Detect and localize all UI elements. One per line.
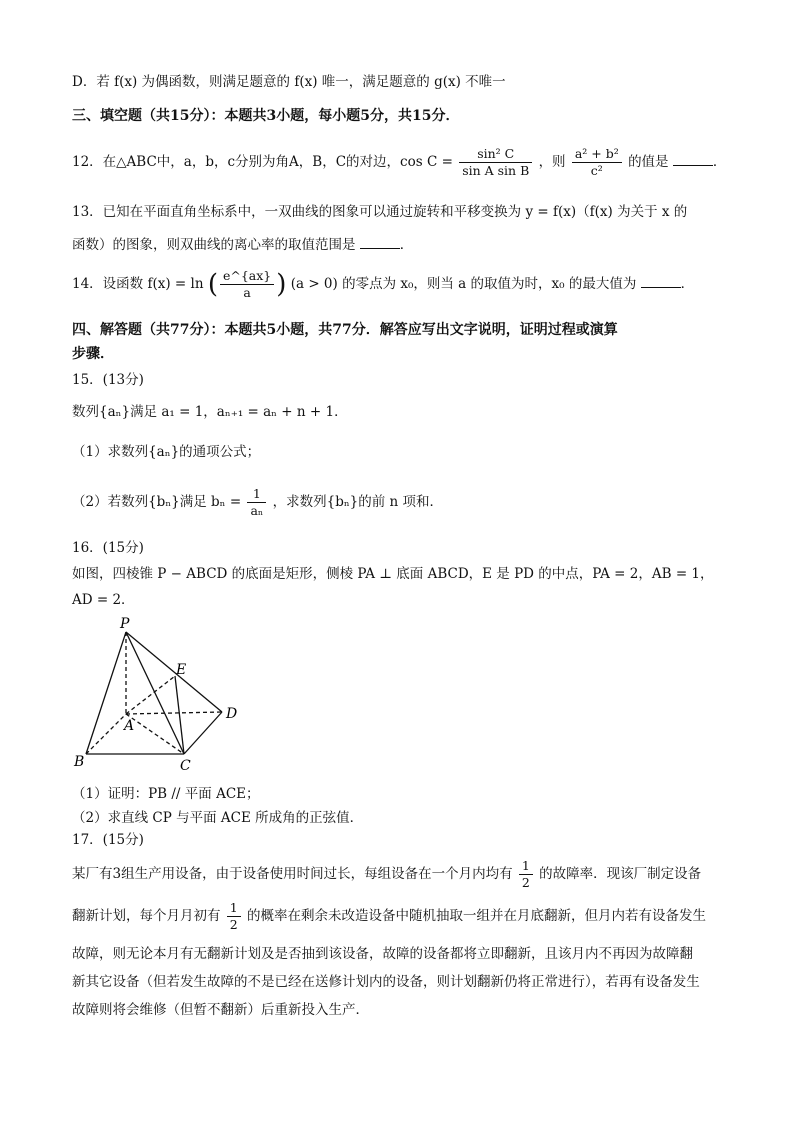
question-13-line-2: 函数）的图象，则双曲线的离心率的取值范围是 ． — [72, 234, 413, 255]
question-17-heading: 17．(15分) — [72, 832, 144, 848]
edge-cd — [184, 712, 222, 754]
pyramid-figure — [72, 614, 272, 774]
segment-ae — [126, 676, 175, 714]
edge-pc — [126, 632, 187, 754]
question-17-line-3: 故障，则无论本月有无翻新计划及是否抽到该设备，故障的设备都将立即翻新，且该月内不再因为故障翻 — [72, 946, 693, 962]
q14-stem: 14．设函数 f(x) = ln — [72, 276, 204, 292]
section-3-heading: 三、填空题（共15分）：本题共3小题，每小题5分，共15分． — [72, 108, 460, 124]
segment-ac — [126, 714, 184, 754]
q12-fraction-2 — [572, 146, 622, 179]
section-4-heading-line-2: 步骤． — [72, 346, 114, 362]
q14-tail: (a > 0) 的零点为 x₀，则当 a 的取值为时，x₀ 的最大值为 — [290, 276, 637, 292]
q14-fraction-denominator: a — [243, 285, 251, 300]
question-17-line-5: 故障则将会维修（但暂不翻新）后重新投入生产． — [72, 1002, 369, 1018]
question-15-part-2 — [72, 482, 443, 522]
question-16-part-2: （2）求直线 CP 与平面 ACE 所成角的正弦值． — [72, 810, 364, 826]
q17-line-2-stem: 翻新计划，每个月月初有 — [72, 908, 221, 924]
question-13-line-1: 13．已知在平面直角坐标系中，一双曲线的图象可以通过旋转和平移变换为 y = f(x)（f(x) 为关于 x 的 — [72, 204, 688, 220]
edge-pd — [126, 632, 222, 712]
q14-fraction — [220, 268, 274, 301]
q17-fraction-1 — [519, 858, 533, 891]
q12-fraction-2-denominator: c² — [590, 163, 603, 178]
q15-fraction-denominator: aₙ — [250, 503, 264, 518]
edge-pb — [86, 632, 126, 754]
q12-tail: 的值是 — [628, 154, 669, 170]
q17-fraction-2 — [227, 900, 241, 933]
label-a: A — [124, 718, 135, 734]
question-13-text: 函数）的图象，则双曲线的离心率的取值范围是 — [72, 237, 356, 253]
q12-connector: ，则 — [538, 154, 566, 170]
q17-fraction-2-denominator: 2 — [229, 917, 238, 932]
q12-fraction-2-numerator: a² + b² — [572, 146, 622, 163]
q17-fraction-1-denominator: 2 — [521, 875, 530, 890]
section-4-heading-line-1: 四、解答题（共77分）：本题共5小题，共77分．解答应写出文字说明，证明过程或演算 — [72, 322, 618, 338]
q15-fraction-numerator: 1 — [247, 486, 266, 503]
label-d: D — [226, 706, 238, 722]
segment-ec — [175, 676, 184, 754]
q12-fraction-1-numerator: sin² C — [459, 146, 532, 163]
question-15-part-1: （1）求数列{aₙ}的通项公式； — [72, 444, 261, 460]
question-16-line-1: 如图，四棱锥 P − ABCD 的底面是矩形，侧棱 PA ⊥ 底面 ABCD，E 是 PD 的中点，PA = 2，AB = 1， — [72, 566, 714, 582]
answer-blank — [673, 151, 713, 166]
question-17-line-4: 新其它设备（但若发生故障的不是已经在送修计划内的设备，则计划翻新仍将正常进行），若再有设备发生 — [72, 974, 700, 990]
answer-blank — [360, 234, 400, 249]
label-e: E — [176, 662, 187, 678]
label-p: P — [120, 616, 130, 632]
q12-fraction-1-denominator: sin A sin B — [462, 163, 530, 178]
answer-blank — [641, 273, 681, 288]
q17-line-1-stem: 某厂有3组生产用设备，由于设备使用时间过长，每组设备在一个月内均有 — [72, 866, 513, 882]
question-17-line-2 — [72, 896, 706, 936]
label-c: C — [180, 758, 191, 774]
q17-fraction-2-numerator: 1 — [227, 900, 241, 917]
question-12: 12．在△ABC中，a，b，c分别为角A，B，C的对边，cos C = $\frac{\text{sin² C}}{\text{sin A sin B}}$ ，则 $\frac{\text{a² + b²}}{\text{c²}}$ 的值是 ． — [72, 146, 727, 178]
q12-stem: 12．在△ABC中，a，b，c分别为角A，B，C的对边，cos C = — [72, 154, 453, 170]
question-16-part-1: （1）证明：PB // 平面 ACE； — [72, 786, 260, 802]
q14-fraction-numerator: e^{ax} — [220, 268, 274, 285]
q15-fraction — [247, 486, 266, 519]
question-15-heading: 15．(13分) — [72, 372, 144, 388]
option-d: D．若 f(x) 为偶函数，则满足题意的 f(x) 唯一，满足题意的 g(x) 不唯一 — [72, 74, 506, 90]
question-16-line-2: AD = 2． — [72, 592, 135, 608]
q15-part-2-tail: ，求数列{bₙ}的前 n 项和． — [272, 494, 444, 510]
q17-fraction-1-numerator: 1 — [519, 858, 533, 875]
q15-part-2-stem: （2）若数列{bₙ}满足 bₙ = — [72, 494, 242, 510]
edge-ad — [126, 712, 222, 714]
question-14: 14．设函数 f(x) = ln ( $\frac{e\^{}\{ax\}}{a}$ ) (a > 0) 的零点为 x₀，则当 a 的取值为时，x₀ 的最大值为 ． — [72, 268, 695, 300]
q17-line-2-tail: 的概率在剩余未改造设备中随机抽取一组并在月底翻新，但月内若有设备发生 — [247, 908, 707, 924]
question-15-stem: 数列{aₙ}满足 a₁ = 1，aₙ₊₁ = aₙ + n + 1． — [72, 404, 348, 420]
q17-line-1-tail: 的故障率．现该厂制定设备 — [539, 866, 702, 882]
question-17-line-1 — [72, 854, 701, 894]
question-16-heading: 16．(15分) — [72, 540, 144, 556]
q12-fraction-1 — [459, 146, 532, 179]
label-b: B — [74, 754, 85, 770]
